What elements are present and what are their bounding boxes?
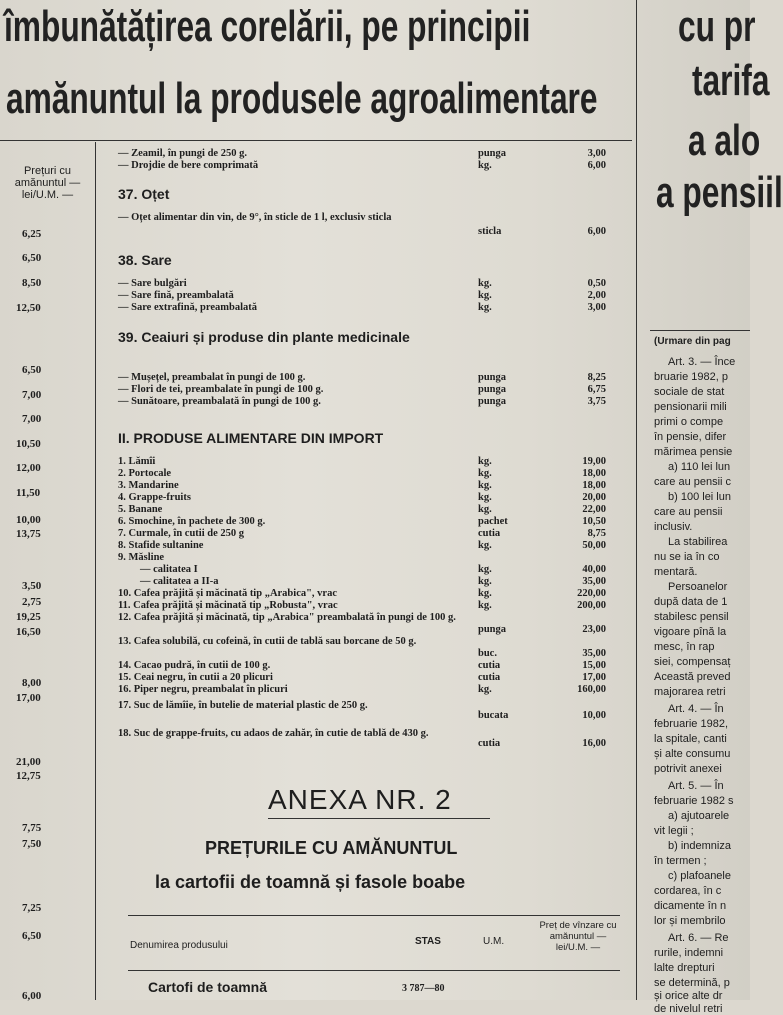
right-line: sociale de stat bbox=[654, 386, 725, 398]
item-name: 2. Portocale bbox=[118, 468, 172, 479]
column-rule-left bbox=[95, 142, 96, 1000]
right-line: care au pensii c bbox=[654, 476, 732, 488]
right-line: potrivit anexei bbox=[654, 763, 722, 775]
item-unit: cutia bbox=[478, 528, 501, 539]
right-line: Art. 4. — În bbox=[668, 703, 724, 715]
item-name: 1. Lămîi bbox=[118, 456, 156, 467]
left-price: 7,75 bbox=[22, 822, 42, 834]
right-line: inclusiv. bbox=[654, 521, 693, 533]
item-name: 7. Curmale, în cutii de 250 g bbox=[118, 528, 244, 539]
annex-table-top-rule bbox=[128, 915, 620, 916]
item-name: — Flori de tei, preambalate în pungi de 100 g. bbox=[118, 384, 324, 395]
item-name: — calitatea I bbox=[140, 564, 198, 575]
item-unit: kg. bbox=[478, 492, 492, 503]
item-unit: kg. bbox=[478, 576, 492, 587]
item-name: 8. Stafide sultanine bbox=[118, 540, 204, 551]
left-price: 2,75 bbox=[22, 596, 42, 608]
right-headline-4: a pensiil bbox=[656, 168, 783, 217]
right-line: a) 110 lei lun bbox=[668, 461, 731, 473]
item-unit: kg. bbox=[478, 504, 492, 515]
annex-col-price: Preț de vînzare cu amănuntul — lei/U.M. — bbox=[539, 920, 617, 953]
item-name: — Sare extrafină, preambalată bbox=[118, 302, 258, 313]
annex-row-stas: 3 787—80 bbox=[402, 983, 445, 994]
item-name: — calitatea a II-a bbox=[140, 576, 219, 587]
item-price: 16,00 bbox=[582, 738, 606, 749]
right-line: pensionarii mili bbox=[654, 401, 727, 413]
left-price: 7,00 bbox=[22, 413, 42, 425]
item-price: 8,25 bbox=[587, 372, 606, 383]
right-line: după data de 1 bbox=[654, 596, 728, 608]
headline-rule bbox=[0, 140, 632, 141]
right-line: și orice alte dr bbox=[654, 990, 723, 1002]
item-unit: kg. bbox=[478, 600, 492, 611]
headline-line-2: amănuntul la produsele agroalimentare bbox=[6, 74, 598, 123]
item-name: 5. Banane bbox=[118, 504, 163, 515]
item-unit: kg. bbox=[478, 278, 492, 289]
item-price: 2,00 bbox=[587, 290, 606, 301]
item-price: 20,00 bbox=[582, 492, 606, 503]
left-price: 17,00 bbox=[16, 692, 41, 704]
annex-subtitle-1: PREȚURILE CU AMĂNUNTUL bbox=[205, 838, 458, 858]
item-unit: punga bbox=[478, 384, 507, 395]
item-unit: kg. bbox=[478, 480, 492, 491]
left-price: 13,75 bbox=[16, 528, 41, 540]
section-title: II. PRODUSE ALIMENTARE DIN IMPORT bbox=[118, 430, 384, 446]
item-unit: cutia bbox=[478, 672, 501, 683]
item-unit: bucata bbox=[478, 710, 509, 721]
item-price: 50,00 bbox=[582, 540, 606, 551]
annex-col-stas: STAS bbox=[415, 936, 441, 947]
item-unit: kg. bbox=[478, 540, 492, 551]
right-line: mesc, în rap bbox=[654, 641, 715, 653]
item-name: — Zeamil, în pungi de 250 g. bbox=[118, 148, 247, 159]
item-price: 17,00 bbox=[582, 672, 606, 683]
right-line: dicamente în n bbox=[654, 900, 727, 912]
item-unit: cutia bbox=[478, 660, 501, 671]
item-unit: punga bbox=[478, 624, 507, 635]
item-price: 6,00 bbox=[587, 226, 606, 237]
item-name: — Sunătoare, preambalată în pungi de 100 g. bbox=[118, 396, 321, 407]
right-line: mentară. bbox=[654, 566, 698, 578]
right-line: Art. 6. — Re bbox=[668, 932, 729, 944]
left-price: 6,50 bbox=[22, 252, 42, 264]
right-line: stabilesc pensil bbox=[654, 611, 729, 623]
item-name: 3. Mandarine bbox=[118, 480, 179, 491]
left-price: 8,50 bbox=[22, 277, 42, 289]
item-name: 17. Suc de lămîie, în butelie de material plastic de 250 g. bbox=[118, 700, 368, 711]
right-line: se determină, p bbox=[654, 977, 730, 989]
right-line: de nivelul retri bbox=[654, 1003, 723, 1015]
item-name: 18. Suc de grappe-fruits, cu adaos de zahăr, în cutie de tablă de 430 g. bbox=[118, 728, 429, 739]
left-price: 12,50 bbox=[16, 302, 41, 314]
item-name: 9. Măsline bbox=[118, 552, 165, 563]
item-name: 11. Cafea prăjită și măcinată tip „Robusta", vrac bbox=[118, 600, 338, 611]
annex-row-name: Cartofi de toamnă bbox=[148, 979, 268, 995]
right-headline-2: tarifa bbox=[692, 56, 770, 105]
item-price: 0,50 bbox=[587, 278, 606, 289]
right-headline-1: cu pr bbox=[678, 2, 756, 51]
item-unit: punga bbox=[478, 148, 507, 159]
right-line: rurile, indemni bbox=[654, 947, 724, 959]
left-price: 6,50 bbox=[22, 930, 42, 942]
left-price: 7,25 bbox=[22, 902, 42, 914]
item-unit: kg. bbox=[478, 456, 492, 467]
section-title: 38. Sare bbox=[118, 252, 172, 268]
right-line: lor și membrilo bbox=[654, 915, 726, 927]
right-line: primi o compe bbox=[654, 416, 724, 428]
annex-col-product: Denumirea produsului bbox=[130, 940, 228, 951]
left-price: 6,50 bbox=[22, 364, 42, 376]
right-line: bruarie 1982, p bbox=[654, 371, 728, 383]
right-line: a) ajutoarele bbox=[668, 810, 730, 822]
item-unit: kg. bbox=[478, 290, 492, 301]
left-price: 10,50 bbox=[16, 438, 41, 450]
right-line: lalte drepturi bbox=[654, 962, 715, 974]
left-column-header: Prețuri cu amănuntul — lei/U.M. — bbox=[14, 165, 81, 201]
item-unit: cutia bbox=[478, 738, 501, 749]
item-name: — Sare fină, preambalată bbox=[118, 290, 234, 301]
right-line: în pensie, difer bbox=[654, 431, 727, 443]
right-line: siei, compensaț bbox=[654, 656, 731, 668]
item-price: 10,00 bbox=[582, 710, 606, 721]
item-name: 15. Ceai negru, în cutii a 20 plicuri bbox=[118, 672, 273, 683]
left-price: 19,25 bbox=[16, 611, 41, 623]
annex-table-header-rule bbox=[128, 970, 620, 971]
item-name: — Mușețel, preambalat în pungi de 100 g. bbox=[118, 372, 306, 383]
right-line: Persoanelor bbox=[668, 581, 728, 593]
item-unit: kg. bbox=[478, 564, 492, 575]
left-price: 16,50 bbox=[16, 626, 41, 638]
item-unit: buc. bbox=[478, 648, 497, 659]
item-price: 200,00 bbox=[577, 600, 606, 611]
item-unit: punga bbox=[478, 372, 507, 383]
item-name: 10. Cafea prăjită și măcinată tip „Arabica", vrac bbox=[118, 588, 338, 599]
column-rule-right bbox=[636, 0, 637, 1000]
left-price: 7,00 bbox=[22, 389, 42, 401]
item-price: 10,50 bbox=[582, 516, 606, 527]
right-line: la spitale, canti bbox=[654, 733, 727, 745]
right-line: cordarea, în c bbox=[654, 885, 722, 897]
section-title: 37. Oțet bbox=[118, 186, 170, 202]
left-price: 12,00 bbox=[16, 462, 41, 474]
right-rule bbox=[650, 330, 750, 331]
item-name: 4. Grappe-fruits bbox=[118, 492, 191, 503]
section-title: 39. Ceaiuri și produse din plante medicinale bbox=[118, 329, 410, 345]
right-line: Art. 5. — În bbox=[668, 780, 724, 792]
item-price: 3,75 bbox=[587, 396, 606, 407]
item-unit: punga bbox=[478, 396, 507, 407]
right-line: vigoare pînă la bbox=[654, 626, 727, 638]
right-line: (Urmare din pag bbox=[654, 336, 731, 347]
item-unit: kg. bbox=[478, 160, 492, 171]
item-price: 8,75 bbox=[587, 528, 606, 539]
annex-subtitle-2: la cartofii de toamnă și fasole boabe bbox=[155, 872, 466, 892]
left-price: 11,50 bbox=[16, 487, 41, 499]
right-line: majorarea retri bbox=[654, 686, 726, 698]
right-line: februarie 1982 s bbox=[654, 795, 734, 807]
item-unit: kg. bbox=[478, 302, 492, 313]
right-line: februarie 1982, bbox=[654, 718, 728, 730]
right-line: Această preved bbox=[654, 671, 731, 683]
item-price: 23,00 bbox=[582, 624, 606, 635]
right-line: b) indemniza bbox=[668, 840, 731, 852]
item-name: — Drojdie de bere comprimată bbox=[118, 160, 259, 171]
annex-title-underline bbox=[268, 818, 490, 819]
item-price: 22,00 bbox=[582, 504, 606, 515]
annex-title: ANEXA NR. 2 bbox=[268, 784, 452, 815]
item-unit: sticla bbox=[478, 226, 502, 237]
right-line: vit legii ; bbox=[654, 825, 694, 837]
item-price: 3,00 bbox=[587, 148, 606, 159]
annex-col-um: U.M. bbox=[483, 936, 505, 947]
left-price: 7,50 bbox=[22, 838, 42, 850]
left-price: 6,25 bbox=[22, 228, 42, 240]
item-unit: kg. bbox=[478, 468, 492, 479]
right-headline-3: a alo bbox=[688, 116, 761, 165]
headline-line-1: îmbunătățirea corelării, pe principii bbox=[4, 2, 531, 51]
left-price: 21,00 bbox=[16, 756, 41, 768]
item-price: 35,00 bbox=[582, 648, 606, 659]
left-price: 3,50 bbox=[22, 580, 42, 592]
right-line: b) 100 lei lun bbox=[668, 491, 731, 503]
right-line: La stabilirea bbox=[668, 536, 728, 548]
right-line: mărimea pensie bbox=[654, 446, 733, 458]
item-price: 19,00 bbox=[582, 456, 606, 467]
item-name: — Oțet alimentar din vin, de 9°, în sticle de 1 l, exclusiv sticla bbox=[118, 212, 392, 223]
left-price: 6,00 bbox=[22, 990, 42, 1002]
item-unit: kg. bbox=[478, 588, 492, 599]
right-line: și alte consumu bbox=[654, 748, 731, 760]
item-price: 3,00 bbox=[587, 302, 606, 313]
item-price: 35,00 bbox=[582, 576, 606, 587]
item-name: 6. Smochine, în pachete de 300 g. bbox=[118, 516, 266, 527]
right-line: în termen ; bbox=[654, 855, 707, 867]
item-price: 6,00 bbox=[587, 160, 606, 171]
item-name: 13. Cafea solubilă, cu cofeină, în cutii de tablă sau borcane de 50 g. bbox=[118, 636, 417, 647]
item-price: 18,00 bbox=[582, 468, 606, 479]
item-price: 40,00 bbox=[582, 564, 606, 575]
item-price: 160,00 bbox=[577, 684, 606, 695]
right-line: nu se ia în co bbox=[654, 551, 720, 563]
right-line: Art. 3. — Înce bbox=[668, 356, 736, 368]
item-unit: pachet bbox=[478, 516, 508, 527]
item-price: 6,75 bbox=[587, 384, 606, 395]
item-price: 18,00 bbox=[582, 480, 606, 491]
left-price: 8,00 bbox=[22, 677, 42, 689]
right-line: c) plafoanele bbox=[668, 870, 731, 882]
left-price: 12,75 bbox=[16, 770, 41, 782]
item-name: 16. Piper negru, preambalat în plicuri bbox=[118, 684, 288, 695]
left-price: 10,00 bbox=[16, 514, 41, 526]
item-name: 14. Cacao pudră, în cutii de 100 g. bbox=[118, 660, 271, 671]
item-name: 12. Cafea prăjită și măcinată, tip „Arabica" preambalată în pungi de 100 g. bbox=[118, 612, 456, 623]
item-price: 220,00 bbox=[577, 588, 606, 599]
item-unit: kg. bbox=[478, 684, 492, 695]
item-price: 15,00 bbox=[582, 660, 606, 671]
right-line: care au pensii bbox=[654, 506, 723, 518]
item-name: — Sare bulgări bbox=[118, 278, 187, 289]
